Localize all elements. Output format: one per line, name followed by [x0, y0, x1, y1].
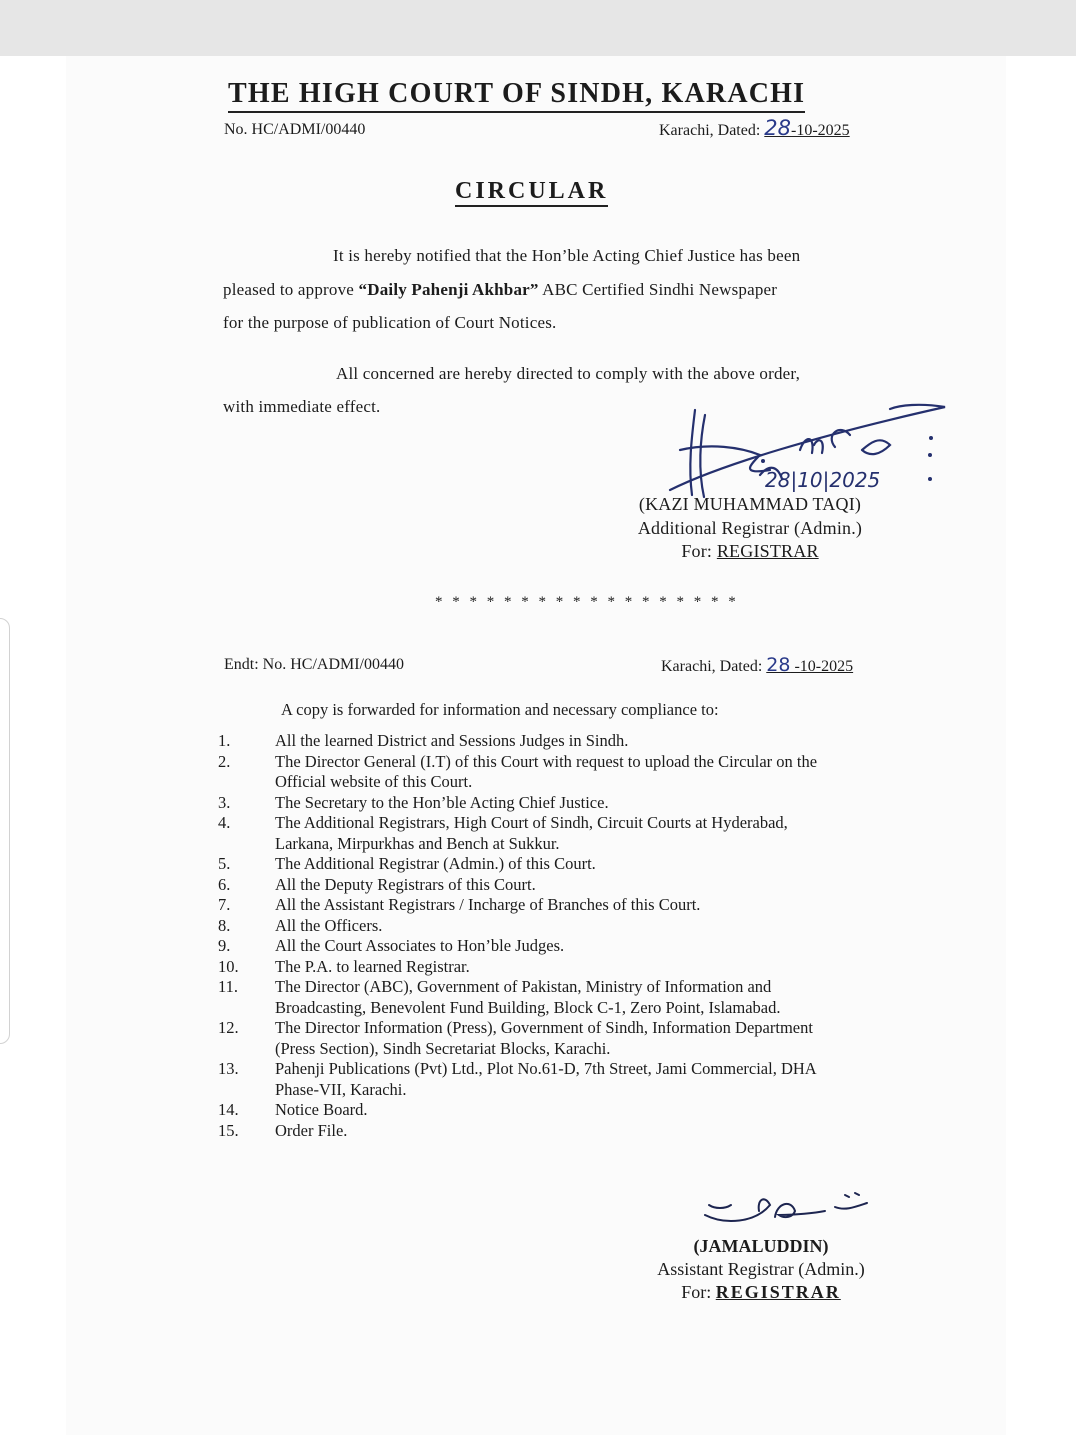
header-date	[659, 116, 850, 140]
signatory1-for-value: REGISTRAR	[716, 541, 819, 561]
list-item	[218, 875, 908, 896]
list-item-text: All the Court Associates to Hon’ble Judges.	[275, 936, 565, 955]
list-item-text: All the learned District and Sessions Judges in Sindh.	[275, 731, 629, 750]
list-item-number: 3.	[218, 792, 231, 812]
endorsement-number: Endt: No. HC/ADMI/00440	[224, 656, 404, 673]
list-item	[218, 936, 908, 957]
list-item-text: All the Assistant Registrars / Incharge of Branches of this Court.	[275, 895, 701, 914]
list-item-number: 8.	[218, 915, 231, 935]
court-title: THE HIGH COURT OF SINDH, KARACHI	[228, 78, 805, 113]
list-item	[218, 731, 908, 752]
para1-text-a: pleased to approve	[223, 280, 359, 299]
list-item-number: 15.	[218, 1120, 239, 1140]
list-item-number: 13.	[218, 1059, 239, 1078]
signatory2-for-label: For:	[681, 1282, 716, 1302]
signature-1-handwritten-date: 28|10|2025	[765, 468, 881, 492]
list-item-number: 6.	[218, 874, 231, 894]
header-date-day: 28	[764, 116, 792, 140]
circular-para2-line2: with immediate effect.	[223, 397, 381, 416]
list-item	[218, 752, 908, 793]
circular-para2-line1: All concerned are hereby directed to comply with the above order,	[336, 364, 801, 383]
distribution-list	[218, 731, 908, 1141]
endorsement-date	[661, 654, 853, 676]
signatory2-for-value: REGISTRAR	[715, 1282, 841, 1302]
signatory1-for	[608, 541, 892, 562]
list-item	[218, 1121, 908, 1142]
circular-para1-line1: It is hereby notified that the Hon’ble Acting Chief Justice has been	[333, 246, 801, 265]
circular-heading: CIRCULAR	[455, 178, 608, 207]
list-item-number: 12.	[218, 1018, 239, 1037]
signatory1-name: (KAZI MUHAMMAD TAQI)	[638, 494, 862, 514]
list-item-text: The Secretary to the Hon’ble Acting Chief Justice.	[275, 792, 609, 812]
signatory2-name: (JAMALUDDIN)	[693, 1236, 829, 1256]
list-item-text: The Additional Registrar (Admin.) of this Court.	[275, 854, 596, 873]
newspaper-name: “Daily Pahenji Akhbar”	[358, 280, 539, 299]
list-item-text: All the Deputy Registrars of this Court.	[275, 874, 536, 894]
signature-2	[695, 1185, 885, 1235]
list-item-number: 4.	[218, 813, 231, 832]
signatory1-for-label: For:	[681, 541, 717, 561]
list-item-text: The Director (ABC), Government of Pakistan, Ministry of Information and Broadcasting, Benevolent Fund Building, Block C-1, Zero Point, Islamabad.	[275, 977, 781, 1017]
list-item	[218, 813, 908, 854]
list-item	[218, 977, 908, 1018]
list-item	[218, 854, 908, 875]
endorsement-intro: A copy is forwarded for information and necessary compliance to:	[281, 700, 719, 719]
list-item-number: 14.	[218, 1100, 239, 1119]
circular-para1-line2	[223, 280, 777, 300]
list-item-text: Pahenji Publications (Pvt) Ltd., Plot No.61-D, 7th Street, Jami Commercial, DHA Phase-VII, Karachi.	[275, 1059, 817, 1099]
list-item-number: 5.	[218, 854, 231, 873]
signatory1-designation: Additional Registrar (Admin.)	[637, 518, 863, 538]
list-item-number: 10.	[218, 956, 239, 976]
list-item-number: 11.	[218, 977, 239, 996]
list-item	[218, 895, 908, 916]
separator-stars: * * * * * * * * * * * * * * * * * *	[435, 594, 739, 610]
endorsement-date-rest: -10-2025	[790, 658, 854, 675]
circular-para1-line3: for the purpose of publication of Court Notices.	[223, 313, 557, 332]
list-item-text: Order File.	[275, 1120, 348, 1140]
list-item	[218, 957, 908, 978]
list-item-text: The Additional Registrars, High Court of Sindh, Circuit Courts at Hyderabad, Larkana, Mirpurkhas and Bench at Sukkur.	[275, 813, 788, 853]
header-date-label: Karachi, Dated:	[659, 122, 761, 139]
list-item-number: 1.	[218, 731, 231, 750]
list-item-text: All the Officers.	[275, 915, 383, 935]
list-item-text: The Director General (I.T) of this Court with request to upload the Circular on the Official website of this Court.	[275, 751, 818, 791]
list-item-text: The Director Information (Press), Government of Sindh, Information Department (Press Section), Sindh Secretariat Blocks, Karachi.	[275, 1018, 813, 1058]
list-item	[218, 1018, 908, 1059]
endorsement-date-value	[766, 654, 854, 676]
viewer-top-bar	[0, 0, 1076, 56]
list-item	[218, 1059, 908, 1100]
list-item-number: 7.	[218, 895, 231, 914]
para1-text-b: ABC Certified Sindhi Newspaper	[538, 280, 778, 299]
reference-number: No. HC/ADMI/00440	[224, 121, 366, 138]
header-date-value	[764, 116, 850, 140]
list-item-number: 2.	[218, 751, 231, 771]
header-date-rest: -10-2025	[791, 122, 850, 139]
signatory2-designation: Assistant Registrar (Admin.)	[657, 1259, 865, 1279]
list-item	[218, 916, 908, 937]
list-item-number: 9.	[218, 936, 231, 955]
endorsement-date-label: Karachi, Dated:	[661, 658, 767, 675]
list-item	[218, 793, 908, 814]
list-item-text: The P.A. to learned Registrar.	[275, 956, 470, 976]
list-item	[218, 1100, 908, 1121]
endorsement-date-day: 28	[766, 654, 791, 676]
list-item-text: Notice Board.	[275, 1100, 368, 1119]
signatory2-for	[636, 1282, 886, 1303]
side-panel-handle[interactable]	[0, 618, 10, 1044]
